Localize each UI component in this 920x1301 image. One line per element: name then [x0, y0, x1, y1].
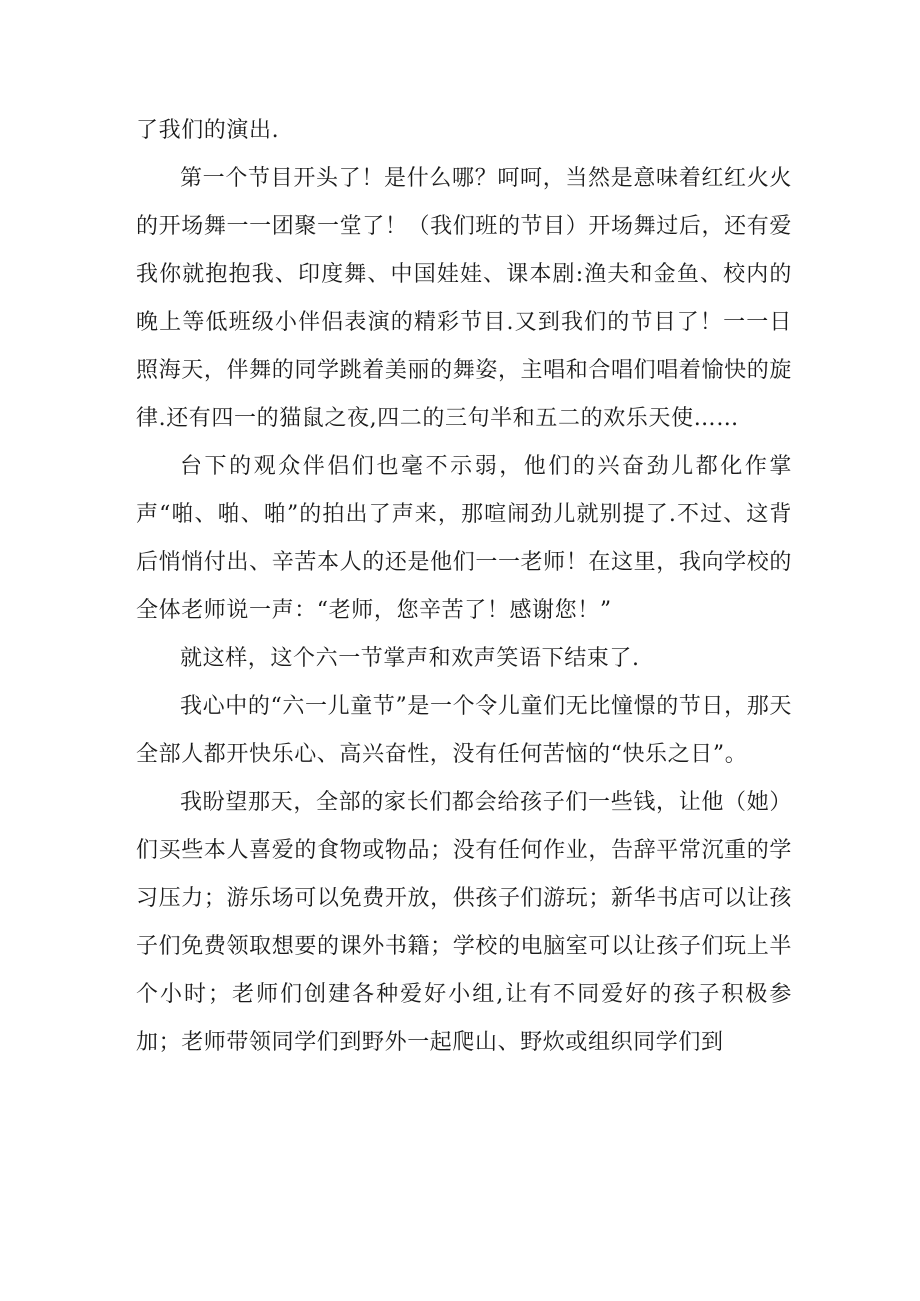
paragraph-5: 我心中的“六一儿童节”是一个令儿童们无比憧憬的节日，那天全部人都开快乐心、高兴奋性，没有任何苦恼的“快乐之日”。 [136, 694, 792, 767]
paragraph-1: 了我们的演出. [136, 118, 280, 143]
document-page [136, 107, 792, 1067]
paragraph-2: 第一个节目开头了！是什么哪？呵呵，当然是意味着红红火火的开场舞一一团聚一堂了！（我们班的节目）开场舞过后，还有爱我你就抱抱我、印度舞、中国娃娃、课本剧:渔夫和金鱼、校内的晚上等低班级小伴侣表演的精彩节目.又到我们的节目了！一一日照海天，伴舞的同学跳着美丽的舞姿，主唱和合唱们唱着愉快的旋律.还有四一的猫鼠之夜,四二的三句半和五二的欢乐天使…… [136, 166, 792, 431]
paragraph-6: 我盼望那天，全部的家长们都会给孩子们一些钱，让他（她）们买些本人喜爱的食物或物品；没有任何作业，告辞平常沉重的学习压力；游乐场可以免费开放，供孩子们游玩；新华书店可以让孩子们免费领取想要的课外书籍；学校的电脑室可以让孩子们玩上半个小时；老师们创建各种爱好小组,让有不同爱好的孩子积极参加；老师带领同学们到野外一起爬山、野炊或组织同学们到 [136, 790, 792, 1055]
paragraph-3: 台下的观众伴侣们也毫不示弱，他们的兴奋劲儿都化作掌声“啪、啪、啪”的拍出了声来，那喧闹劲儿就别提了.不过、这背后悄悄付出、辛苦本人的还是他们一一老师！在这里，我向学校的全体老师说一声：“老师，您辛苦了！感谢您！” [136, 454, 792, 623]
paragraph-4: 就这样，这个六一节掌声和欢声笑语下结束了. [180, 646, 640, 671]
